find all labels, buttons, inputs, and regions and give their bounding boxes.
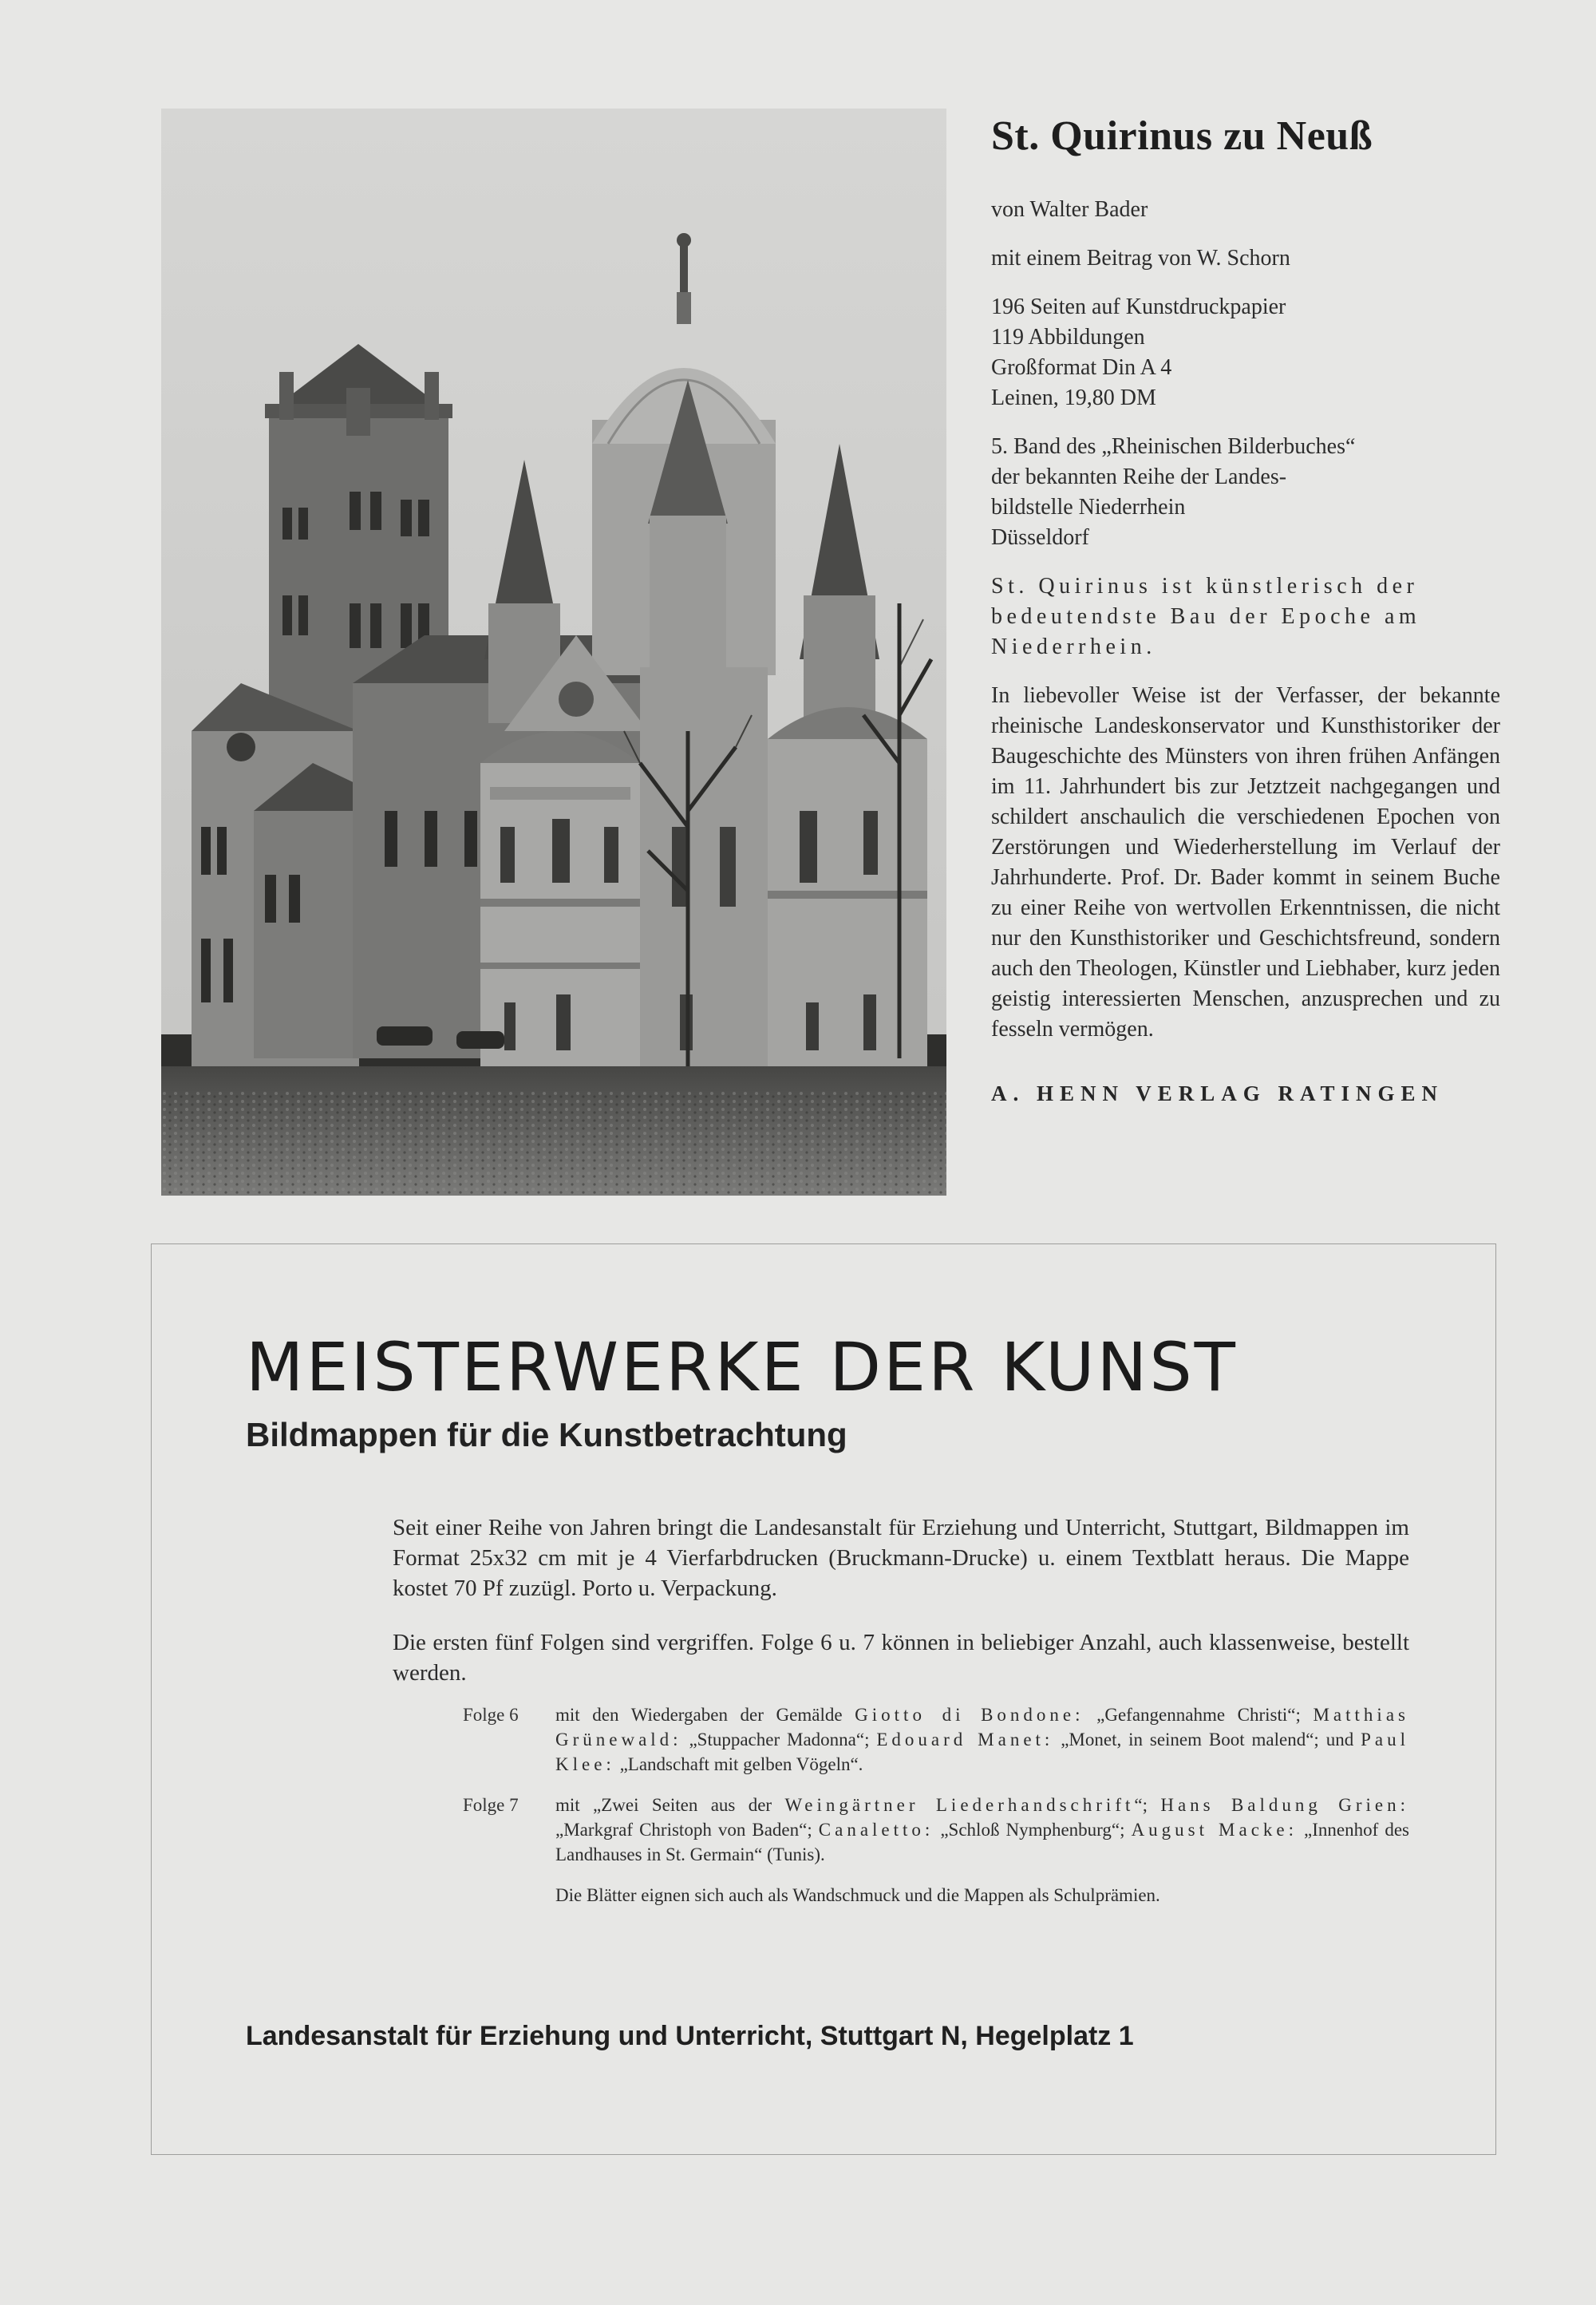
ad-intro bbox=[393, 1512, 1409, 1712]
folge-6 bbox=[463, 1702, 1409, 1777]
folge-description: mit den Wiedergaben der Gemälde Giotto di Bondone: „Gefangennahme Christi“; Matthias Grünewald: „Stuppacher Madonna“; Edouard Manet: „Monet, in seinem Boot malend“; und Paul Klee: „Landschaft mit gelben Vögeln“. bbox=[555, 1705, 1409, 1774]
book-detail-line: 119 Abbildungen bbox=[991, 325, 1145, 350]
book-detail-line: 196 Seiten auf Kunstdruckpapier bbox=[991, 295, 1286, 319]
folge-7 bbox=[463, 1793, 1409, 1867]
church-illustration bbox=[161, 109, 946, 1196]
artist-name: Matthias Grünewald: bbox=[555, 1705, 1409, 1750]
book-author: von Walter Bader bbox=[991, 197, 1148, 222]
artist-name: Giotto di Bondone: bbox=[855, 1705, 1084, 1725]
folge-description: mit „Zwei Seiten aus der Weingärtner Liederhandschrift“; Hans Baldung Grien: „Markgraf Christoph von Baden“; Canaletto: „Schloß Nymphenburg“; August Macke: „Innenhof des Landhauses in St. Germain“ (Tunis). bbox=[555, 1795, 1410, 1864]
series-line: 5. Band des „Rheinischen Bilderbuches“ bbox=[991, 434, 1356, 459]
folgen-list bbox=[463, 1702, 1409, 1908]
folge-label: Folge 7 bbox=[463, 1795, 519, 1815]
book-series bbox=[991, 432, 1500, 553]
book-contributor: mit einem Beitrag von W. Schorn bbox=[991, 246, 1290, 271]
artist-name: August Macke: bbox=[1131, 1820, 1298, 1840]
ad-address: Landesanstalt für Erziehung und Unterricht, Stuttgart N, Hegelplatz 1 bbox=[246, 2021, 1134, 2051]
book-details bbox=[991, 292, 1500, 413]
artist-name: Canaletto: bbox=[818, 1820, 934, 1840]
book-price: Leinen, 19,80 DM bbox=[991, 385, 1156, 410]
series-line: bildstelle Niederrhein bbox=[991, 495, 1186, 520]
ad-availability-paragraph: Die ersten fünf Folgen sind vergriffen. Folge 6 u. 7 können in beliebiger Anzahl, auch klassenweise, bestellt werden. bbox=[393, 1630, 1409, 1686]
ad-subtitle: Bildmappen für die Kunstbetrachtung bbox=[246, 1416, 847, 1453]
church-photo bbox=[161, 109, 946, 1196]
series-line: Düsseldorf bbox=[991, 525, 1089, 550]
book-detail-line: Großformat Din A 4 bbox=[991, 355, 1172, 380]
artist-name: Hans Baldung Grien: bbox=[1160, 1795, 1410, 1815]
book-tagline: St. Quirinus ist künstlerisch der bedeutendste Bau der Epoche am Niederrhein. bbox=[991, 574, 1421, 659]
book-description: In liebevoller Weise ist der Verfasser, der bekannte rheinische Landeskonservator und Kunsthistoriker der Baugeschichte des Münsters von ihren frühen Anfängen im 11. Jahrhundert bis zur Jetztzeit nachgegangen und schildert anschaulich die verschiedenen Epochen von Zerstörungen und Wiederherstellung im Verlauf der Jahrhunderte. Prof. Dr. Bader kommt in seinem Buche zu einer Reihe von wertvollen Erkenntnissen, die nicht nur den Kunsthistoriker und Geschichtsfreund, sondern auch den Theologen, Künstler und Liebhaber, kurz jeden geistig interessierten Menschen, anzusprechen und zu fesseln vermögen. bbox=[991, 683, 1500, 1042]
artist-name: Weingärtner Liederhandschrift bbox=[784, 1795, 1135, 1815]
artist-name: Edouard Manet: bbox=[876, 1730, 1054, 1750]
ad-title: MEISTERWERKE DER KUNST bbox=[246, 1328, 1238, 1406]
advertisement-box bbox=[151, 1243, 1496, 2155]
artist-name: Paul Klee: bbox=[555, 1730, 1409, 1774]
folge-label: Folge 6 bbox=[463, 1705, 519, 1725]
book-info bbox=[991, 109, 1500, 1127]
ad-intro-paragraph: Seit einer Reihe von Jahren bringt die Landesanstalt für Erziehung und Unterricht, Stuttgart, Bildmappen im Format 25x32 cm mit je 4 Vierfarbdrucken (Bruckmann-Drucke) u. einem Textblatt heraus. Die Mappe kostet 70 Pf zuzügl. Porto u. Verpackung. bbox=[393, 1515, 1409, 1601]
ad-note: Die Blätter eignen sich auch als Wandschmuck und die Mappen als Schulprämien. bbox=[555, 1885, 1160, 1905]
publisher-name: A. HENN VERLAG RATINGEN bbox=[991, 1081, 1444, 1105]
series-line: der bekannten Reihe der Landes- bbox=[991, 465, 1287, 489]
book-title: St. Quirinus zu Neuß bbox=[991, 113, 1373, 159]
